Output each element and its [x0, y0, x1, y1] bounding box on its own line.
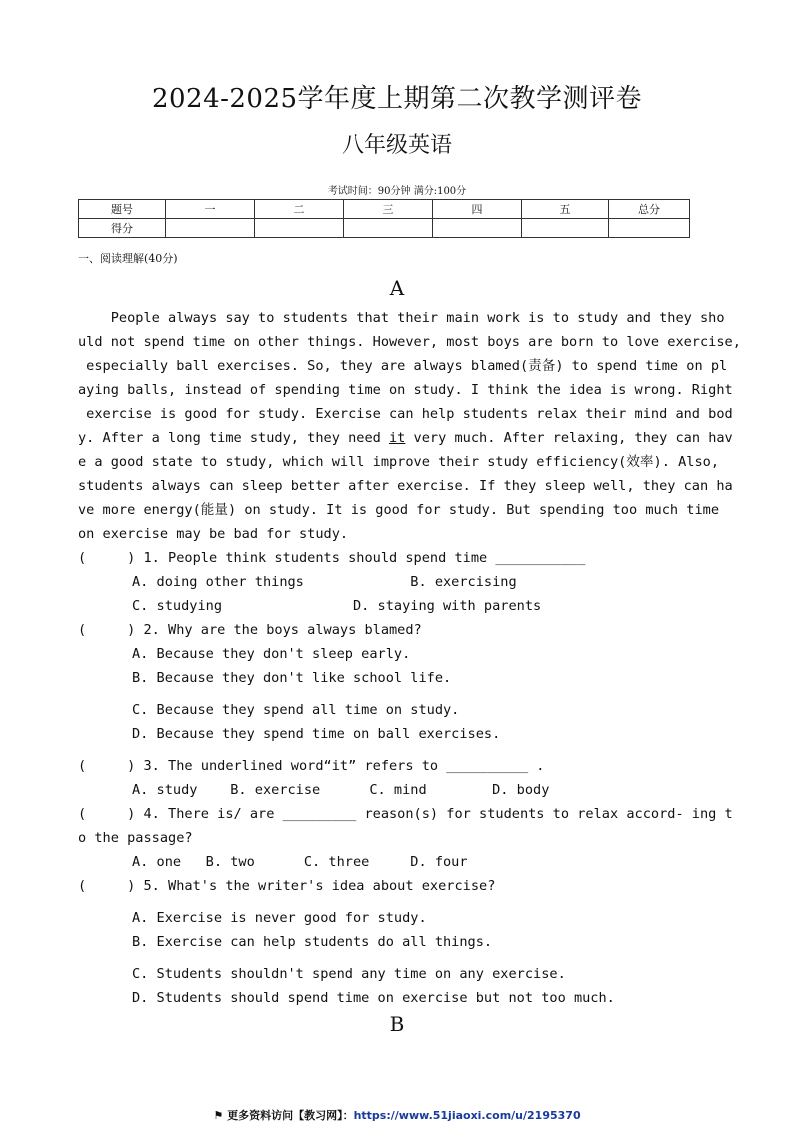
score-cell-3: 三 — [344, 200, 433, 219]
exam-title: 2024-2025学年度上期第二次教学测评卷 — [151, 84, 643, 114]
question-5-stem: ( ) 5. What's the writer's idea about exercise? — [78, 878, 496, 894]
passage-line: People always say to students that their main work is to study and they sho — [78, 310, 725, 326]
passage-line: especially ball exercises. So, they are always blamed(责备) to spend time on pl — [78, 358, 728, 374]
score-input-5[interactable] — [522, 219, 609, 238]
footer — [0, 1107, 794, 1123]
score-cell-4: 四 — [433, 200, 522, 219]
question-5-option-d: D. Students should spend time on exercise but not too much. — [132, 990, 615, 1006]
score-cell-1: 一 — [166, 200, 255, 219]
footer-link[interactable]: https://www.51jiaoxi.com/u/2195370 — [353, 1109, 581, 1122]
score-input-total[interactable] — [609, 219, 690, 238]
section-heading: 一、阅读理解(40分) — [78, 252, 178, 265]
question-2-option-b: B. Because they don't like school life. — [132, 670, 452, 686]
exam-info: 考试时间：90分钟 满分:100分 — [327, 186, 467, 197]
question-4-stem: ( ) 4. There is/ are _________ reason(s) for students to relax accord- ing t — [78, 806, 733, 822]
score-input-2[interactable] — [255, 219, 344, 238]
score-input-3[interactable] — [344, 219, 433, 238]
passage-line: exercise is good for study. Exercise can help students relax their mind and bod — [78, 406, 733, 422]
score-input-4[interactable] — [433, 219, 522, 238]
passage-line: students always can sleep better after exercise. If they sleep well, they can ha — [78, 478, 733, 494]
part-a-label: A — [389, 276, 405, 300]
score-row-label: 得分 — [79, 219, 166, 238]
passage-text: very much. After relaxing, they can hav — [405, 430, 733, 446]
question-1-options: A. doing other things B. exercising — [132, 574, 517, 590]
question-1-options: C. studying D. staying with parents — [132, 598, 542, 614]
question-4-options: A. one B. two C. three D. four — [132, 854, 468, 870]
score-table-score-row — [79, 219, 690, 238]
question-3-options: A. study B. exercise C. mind D. body — [132, 782, 550, 798]
underlined-word: it — [389, 430, 406, 446]
exam-subtitle: 八年级英语 — [341, 133, 452, 158]
question-5-option-b: B. Exercise can help students do all things. — [132, 934, 493, 950]
passage-line: on exercise may be bad for study. — [78, 526, 349, 542]
footer-prefix: 更多资料访问【教习网】： — [227, 1109, 354, 1122]
question-5-option-a: A. Exercise is never good for study. — [132, 910, 427, 926]
part-b-label: B — [389, 1012, 405, 1036]
passage-line: ve more energy(能量) on study. It is good for study. But spending too much time — [78, 502, 719, 518]
question-2-option-a: A. Because they don't sleep early. — [132, 646, 411, 662]
question-5-option-c: C. Students shouldn't spend any time on any exercise. — [132, 966, 566, 982]
question-2-option-d: D. Because they spend time on ball exercises. — [132, 726, 501, 742]
question-4-stem-cont: o the passage? — [78, 830, 193, 846]
score-input-1[interactable] — [166, 219, 255, 238]
question-3-stem: ( ) 3. The underlined word“it” refers to __________ . — [78, 758, 545, 774]
question-2-option-c: C. Because they spend all time on study. — [132, 702, 460, 718]
question-1-stem: ( ) 1. People think students should spend time ___________ — [78, 550, 586, 566]
question-2-stem: ( ) 2. Why are the boys always blamed? — [78, 622, 422, 638]
passage-text: y. After a long time study, they need — [78, 430, 389, 446]
score-cell-label: 题号 — [79, 200, 166, 219]
score-cell-2: 二 — [255, 200, 344, 219]
passage-line: aying balls, instead of spending time on study. I think the idea is wrong. Right — [78, 382, 733, 398]
flag-icon: ⚑ — [213, 1109, 228, 1122]
passage-line: uld not spend time on other things. However, most boys are born to love exercise, — [78, 334, 741, 350]
score-table-header-row — [79, 200, 690, 219]
score-cell-total: 总分 — [609, 200, 690, 219]
passage-line — [78, 426, 733, 450]
passage-line: e a good state to study, which will improve their study efficiency(效率). Also, — [78, 454, 719, 470]
score-table — [78, 199, 690, 238]
score-cell-5: 五 — [522, 200, 609, 219]
